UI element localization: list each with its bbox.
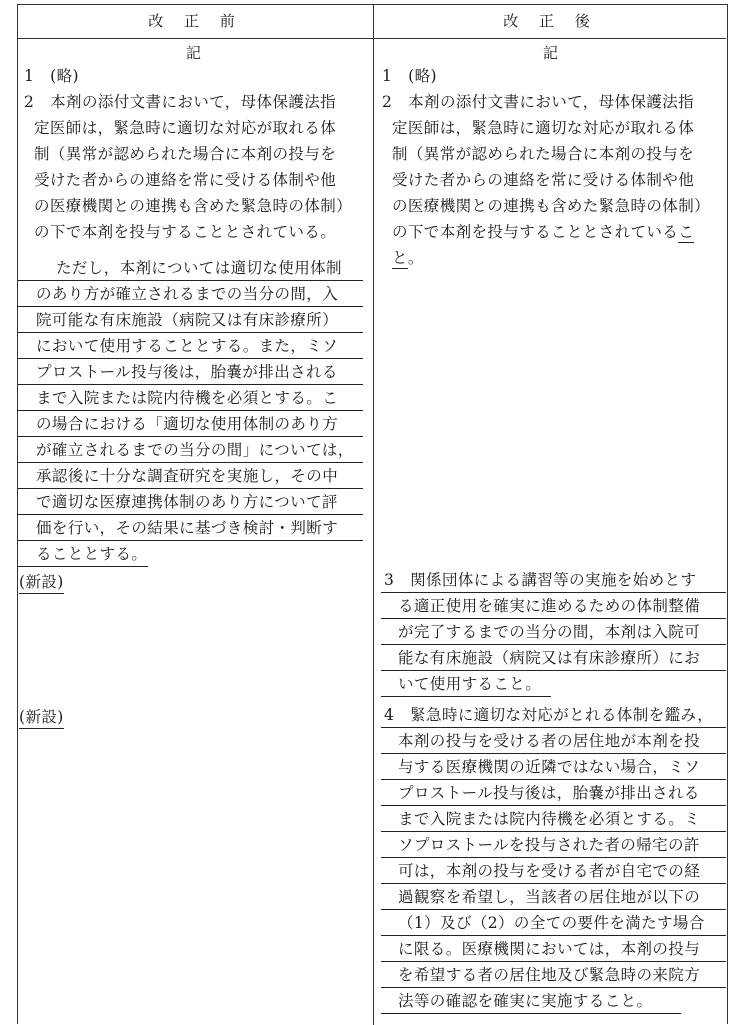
before-item-2-line: の医療機関との連携も含めた緊急時の体制）: [34, 197, 353, 215]
header-before: 改 正 前: [148, 12, 243, 30]
before-new-2: (新設): [19, 705, 64, 729]
after-item-4-line: 可は，本剤の投与を受ける者が自宅での経: [381, 858, 726, 884]
before-item-2-line: 定医師は，緊急時に適切な対応が取れる体: [34, 119, 337, 137]
after-item-4-line: まで入院または院内待機を必須とする。ミ: [381, 806, 726, 832]
after-column: [382, 63, 711, 271]
after-item-2-line: 定医師は，緊急時に適切な対応が取れる体: [392, 119, 695, 137]
after-item-3-line: 3 関係団体による講習等の実施を始めとす: [381, 567, 726, 593]
after-item-2-line: 2 本剤の添付文書において，母体保護法指: [382, 93, 695, 111]
before-proviso-line: 価を行い，その結果に基づき検討・判断す: [18, 515, 363, 541]
after-item-2: [382, 89, 711, 271]
before-item-1: 1 (略): [24, 67, 79, 85]
after-item-4-line: 法等の確認を確実に実施すること。: [381, 988, 681, 1014]
after-item-4-line: 4 緊急時に適切な対応がとれる体制を鑑み，: [381, 702, 726, 728]
after-item-2-line: 制（異常が認められた場合に本剤の投与を: [392, 145, 695, 163]
before-proviso: [18, 255, 363, 567]
after-item-4-line: ソプロストールを投与された者の帰宅の許: [381, 832, 726, 858]
after-item-4-line: 過観察を希望し，当該者の居住地が以下の: [381, 884, 726, 910]
before-item-2-line: 制（異常が認められた場合に本剤の投与を: [34, 145, 337, 163]
after-item-2-text: の下で本剤を投与することとされている: [392, 223, 679, 241]
ki-after: 記: [543, 44, 559, 62]
after-item-3-line: 能な有床施設（病院又は有床診療所）にお: [381, 645, 726, 671]
header-after: 改 正 後: [503, 12, 598, 30]
after-item-3: [381, 567, 726, 697]
after-item-2-line: [382, 245, 704, 271]
after-item-2-text: 。: [407, 249, 424, 267]
ki-before: 記: [186, 44, 202, 62]
before-proviso-line: が確立されるまでの当分の間」については，: [18, 437, 363, 463]
after-item-2-line: の医療機関との連携も含めた緊急時の体制）: [392, 197, 711, 215]
after-item-2-line: 受けた者からの連絡を常に受ける体制や他: [392, 171, 695, 189]
before-item-2-line: 受けた者からの連絡を常に受ける体制や他: [34, 171, 337, 189]
before-proviso-line: で適切な医療連携体制のあり方について評: [18, 489, 363, 515]
after-item-4-line: に限る。医療機関においては，本剤の投与: [381, 936, 726, 962]
column-divider: [373, 5, 374, 1025]
before-proviso-line: の場合における「適切な使用体制のあり方: [18, 411, 363, 437]
before-column: [24, 63, 353, 245]
after-item-2-underlined: こ: [678, 223, 695, 241]
after-item-4-line: プロストール投与後は，胎嚢が排出される: [381, 780, 726, 806]
after-item-3-line: いて使用すること。: [381, 671, 551, 697]
before-proviso-line: 院可能な有床施設（病院又は有床診療所）: [18, 307, 363, 333]
before-proviso-line: 承認後に十分な調査研究を実施し，その中: [18, 463, 363, 489]
after-item-4-line: を希望する者の居住地及び緊急時の来院方: [381, 962, 726, 988]
after-item-1: 1 (略): [382, 67, 437, 85]
before-item-2-line: の下で本剤を投与することとされている。: [34, 223, 337, 241]
before-new-1: (新設): [19, 570, 64, 594]
before-proviso-line: において使用することとする。また，ミソ: [18, 333, 363, 359]
before-proviso-line: ることとする。: [18, 541, 148, 567]
after-item-4-line: 与する医療機関の近隣ではない場合，ミソ: [381, 754, 726, 780]
after-item-3-line: が完了するまでの当分の間，本剤は入院可: [381, 619, 726, 645]
before-proviso-line: のあり方が確立されるまでの当分の間，入: [18, 281, 363, 307]
after-item-4: [381, 702, 726, 1014]
after-item-2-line: [382, 219, 704, 245]
before-proviso-line: まで入院または院内待機を必須とする。こ: [18, 385, 363, 411]
before-item-2-line: 2 本剤の添付文書において，母体保護法指: [24, 93, 337, 111]
after-item-2-underlined: と: [392, 249, 408, 267]
after-item-3-line: る適正使用を確実に進めるための体制整備: [381, 593, 726, 619]
before-item-2: [24, 89, 353, 245]
before-proviso-line: ただし，本剤については適切な使用体制: [18, 255, 363, 281]
before-proviso-line: プロストール投与後は，胎嚢が排出される: [18, 359, 363, 385]
after-item-4-line: （1）及び（2）の全ての要件を満たす場合: [381, 910, 726, 936]
after-item-4-line: 本剤の投与を受ける者の居住地が本剤を投: [381, 728, 726, 754]
